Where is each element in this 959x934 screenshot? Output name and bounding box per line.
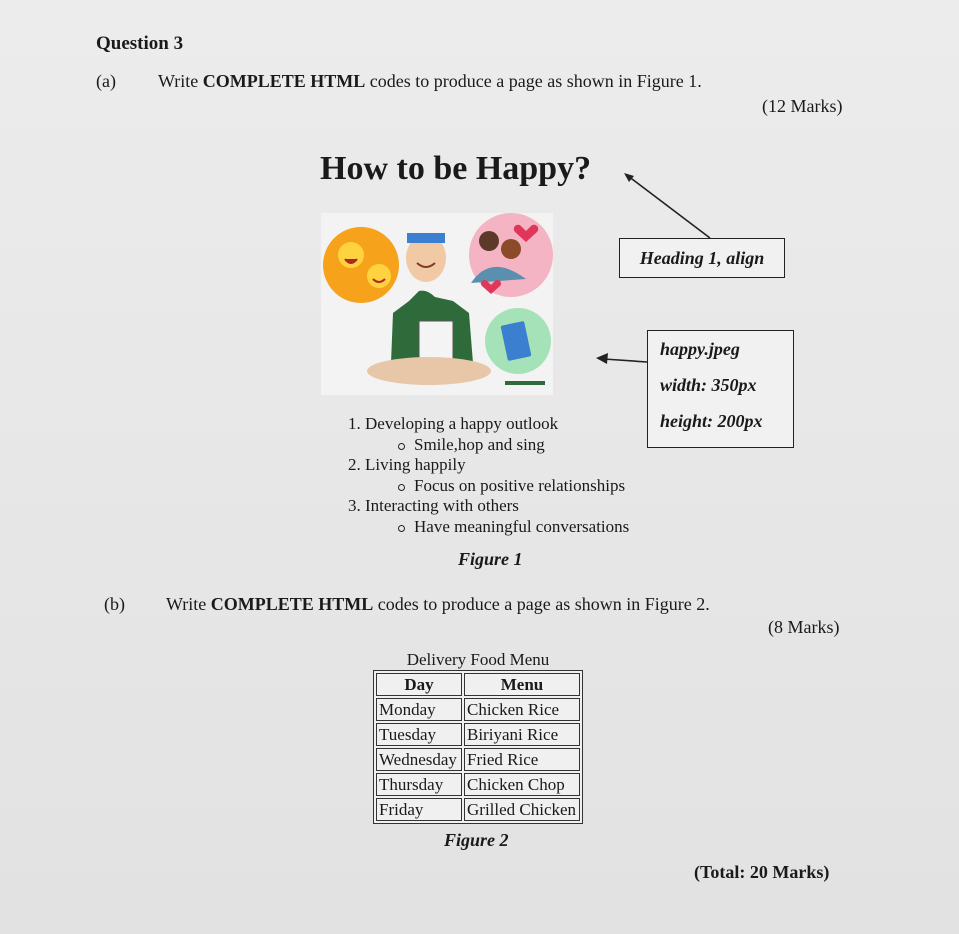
heading-arrow-head <box>624 173 634 182</box>
image-callout-width: width: 350px <box>660 375 757 395</box>
menu-header-row <box>376 673 580 696</box>
question-title: Question 3 <box>96 33 184 54</box>
part-b-text-prefix: Write <box>166 594 211 614</box>
heading-arrow-line <box>628 176 710 238</box>
list-item-3: 3. Interacting with others <box>348 496 519 515</box>
part-b-text-suffix: codes to produce a page as shown in Figure 2. <box>373 594 710 614</box>
table-row <box>376 723 580 746</box>
couple-head-icon <box>479 231 499 251</box>
image-arrow-line <box>604 359 647 362</box>
part-b-label: (b) <box>104 594 125 614</box>
image-callout-filename: happy.jpeg <box>660 339 740 359</box>
day-cell: Monday <box>376 698 462 721</box>
laughing-emoji-icon <box>338 242 364 268</box>
part-a-text-prefix: Write <box>158 71 203 91</box>
list-subitem-2 <box>348 476 629 497</box>
menu-cell: Grilled Chicken <box>464 798 580 821</box>
headband-icon <box>407 233 445 243</box>
list-subitem-2-text: Focus on positive relationships <box>414 475 626 495</box>
list-subitem-3 <box>348 517 629 538</box>
part-b-marks: (8 Marks) <box>768 617 840 637</box>
emoji-circle <box>323 227 399 303</box>
credit-bar <box>505 381 545 385</box>
total-marks: (Total: 20 Marks) <box>694 862 830 882</box>
part-a-text-bold: COMPLETE HTML <box>202 71 366 91</box>
image-callout <box>647 330 794 448</box>
menu-cell: Biriyani Rice <box>464 723 580 746</box>
menu-cell: Chicken Chop <box>464 773 580 796</box>
figure2-caption: Figure 2 <box>444 830 509 850</box>
smiling-emoji-icon <box>367 264 391 288</box>
table-row <box>376 698 580 721</box>
day-cell: Wednesday <box>376 748 462 771</box>
happy-illustration <box>321 213 553 395</box>
part-b-text-bold: COMPLETE HTML <box>210 594 374 614</box>
list-item-2: 2. Living happily <box>348 455 466 474</box>
day-cell: Friday <box>376 798 462 821</box>
part-b-instruction <box>166 594 710 615</box>
table-row <box>376 798 580 821</box>
menu-table-caption: Delivery Food Menu <box>406 650 550 669</box>
image-callout-height: height: 200px <box>660 411 763 431</box>
figure2-table-wrapper <box>373 650 583 824</box>
list-item-1: 1. Developing a happy outlook <box>348 414 559 433</box>
part-a-label: (a) <box>96 71 116 91</box>
day-cell: Thursday <box>376 773 462 796</box>
list-subitem-1-text: Smile,hop and sing <box>414 434 545 454</box>
menu-table <box>373 670 583 824</box>
open-book-icon <box>419 321 453 361</box>
figure1-heading: How to be Happy? <box>320 150 592 187</box>
heading-callout: Heading 1, align <box>619 238 785 278</box>
part-a-marks: (12 Marks) <box>762 96 843 116</box>
menu-header-day: Day <box>376 673 462 696</box>
menu-cell: Fried Rice <box>464 748 580 771</box>
list-subitem-1 <box>348 435 629 456</box>
figure1-list <box>348 414 629 537</box>
crossed-legs <box>367 357 491 385</box>
day-cell: Tuesday <box>376 723 462 746</box>
table-row <box>376 748 580 771</box>
image-arrow-head <box>596 353 608 364</box>
list-subitem-3-text: Have meaningful conversations <box>414 516 630 536</box>
menu-header-menu: Menu <box>464 673 580 696</box>
part-a-text-suffix: codes to produce a page as shown in Figure 1. <box>365 71 702 91</box>
figure1-caption: Figure 1 <box>458 549 523 569</box>
table-row <box>376 773 580 796</box>
menu-cell: Chicken Rice <box>464 698 580 721</box>
